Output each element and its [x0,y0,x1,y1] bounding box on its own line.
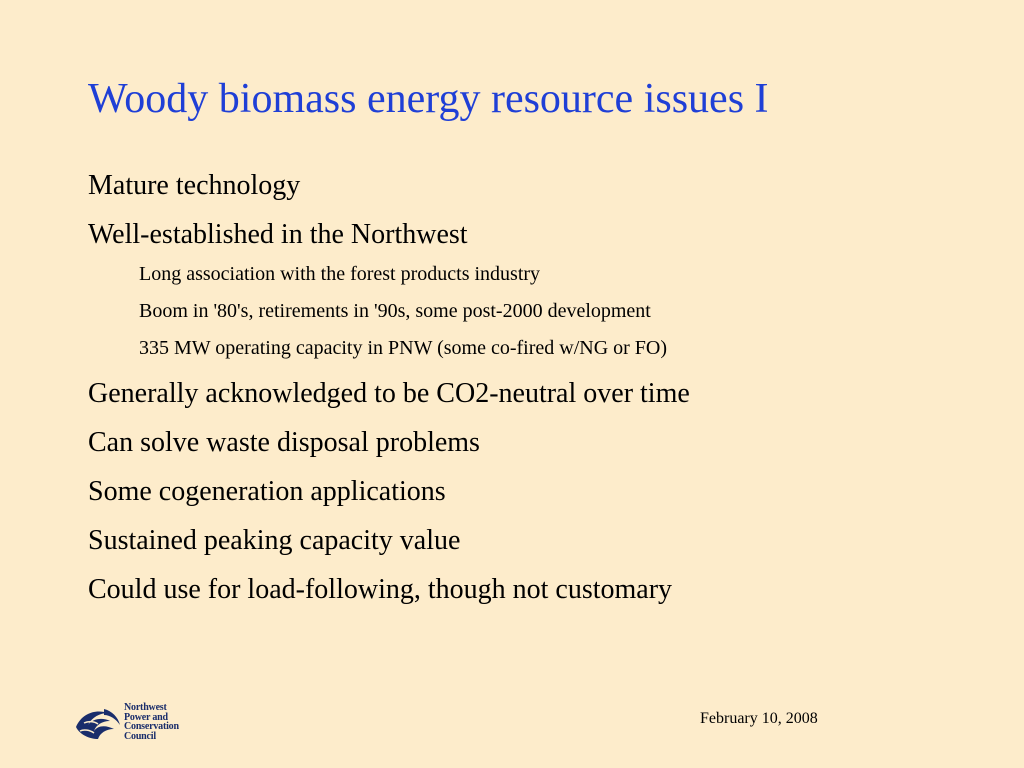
logo-line: Power and [124,711,168,723]
logo-line: Council [124,730,156,742]
logo-line: Northwest [124,702,167,713]
sub-bullet-item: Long association with the forest products industry [139,263,541,285]
slide-title: Woody biomass energy resource issues I [88,76,769,122]
wave-logo-icon [74,705,124,743]
bullet-item: Can solve waste disposal problems [88,427,480,458]
logo-line: Conservation [124,721,179,732]
bullet-list [88,166,988,606]
sub-bullet-item: 335 MW operating capacity in PNW (some co-fired w/NG or FO) [139,337,668,359]
council-logo [74,703,214,745]
bullet-item: Well-established in the Northwest [88,219,468,250]
bullet-item: Generally acknowledged to be CO2-neutral over time [88,378,690,409]
bullet-item: Mature technology [88,170,301,201]
logo-text [124,703,179,741]
bullet-item: Sustained peaking capacity value [88,525,461,556]
footer-date: February 10, 2008 [700,710,818,727]
bullet-item: Could use for load-following, though not customary [88,574,673,605]
sub-bullet-item: Boom in '80's, retirements in '90s, some post-2000 development [139,300,651,322]
bullet-item: Some cogeneration applications [88,476,446,507]
